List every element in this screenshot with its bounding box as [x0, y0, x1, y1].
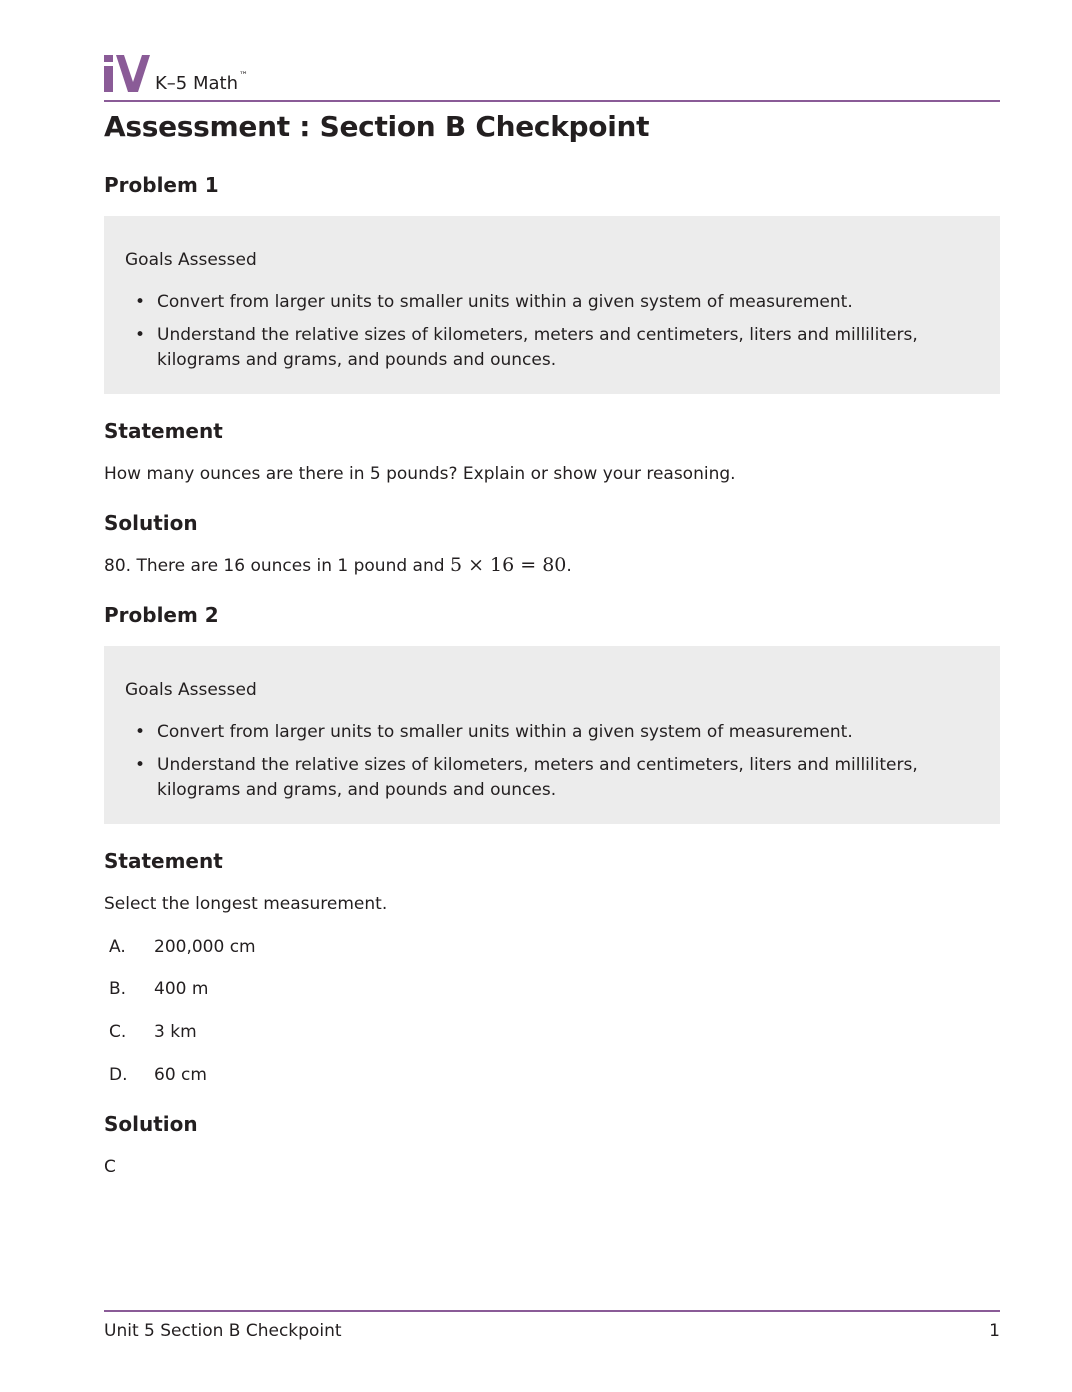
goals-list: [125, 290, 980, 373]
goals-title: Goals Assessed: [125, 250, 257, 270]
footer-rule: [104, 1310, 1000, 1312]
problem-1-solution: 80. There are 16 ounces in 1 pound and 5 × 16 = 80.: [104, 554, 572, 576]
problem-1-solution-heading: Solution: [104, 511, 198, 535]
goal-item: • Convert from larger units to smaller units within a given system of measurement.: [135, 292, 853, 312]
problem-1-statement-heading: Statement: [104, 419, 223, 443]
problem-2-solution-heading: Solution: [104, 1112, 198, 1136]
goal-item: • Convert from larger units to smaller units within a given system of measurement.: [135, 722, 853, 742]
problem-2-heading: Problem 2: [104, 603, 219, 627]
footer-unit-label: Unit 5 Section B Checkpoint: [104, 1321, 342, 1341]
problem-1-heading: Problem 1: [104, 173, 219, 197]
page-header: [104, 52, 1000, 102]
problem-1-goals-box: [104, 216, 1000, 394]
goals-title: Goals Assessed: [125, 680, 257, 700]
brand-name: K–5 Math™: [155, 71, 249, 94]
goals-list: [125, 720, 980, 803]
problem-2-solution: C: [104, 1157, 116, 1177]
page-title: Assessment : Section B Checkpoint: [104, 110, 650, 143]
goal-item: • Understand the relative sizes of kilometers, meters and centimeters, liters and milliliters, kilograms and grams, and pounds and ounces.: [135, 755, 918, 800]
im-logo-icon: [104, 52, 152, 94]
goal-item: • Understand the relative sizes of kilometers, meters and centimeters, liters and milliliters, kilograms and grams, and pounds and ounces.: [135, 325, 918, 370]
solution-equation: 5 × 16 = 80: [449, 554, 567, 576]
problem-2-statement: Select the longest measurement.: [104, 894, 388, 914]
problem-2-goals-box: [104, 646, 1000, 824]
problem-2-statement-heading: Statement: [104, 849, 223, 873]
problem-1-statement: How many ounces are there in 5 pounds? Explain or show your reasoning.: [104, 464, 736, 484]
header-rule: [104, 100, 1000, 102]
page-number: 1: [989, 1321, 1000, 1341]
